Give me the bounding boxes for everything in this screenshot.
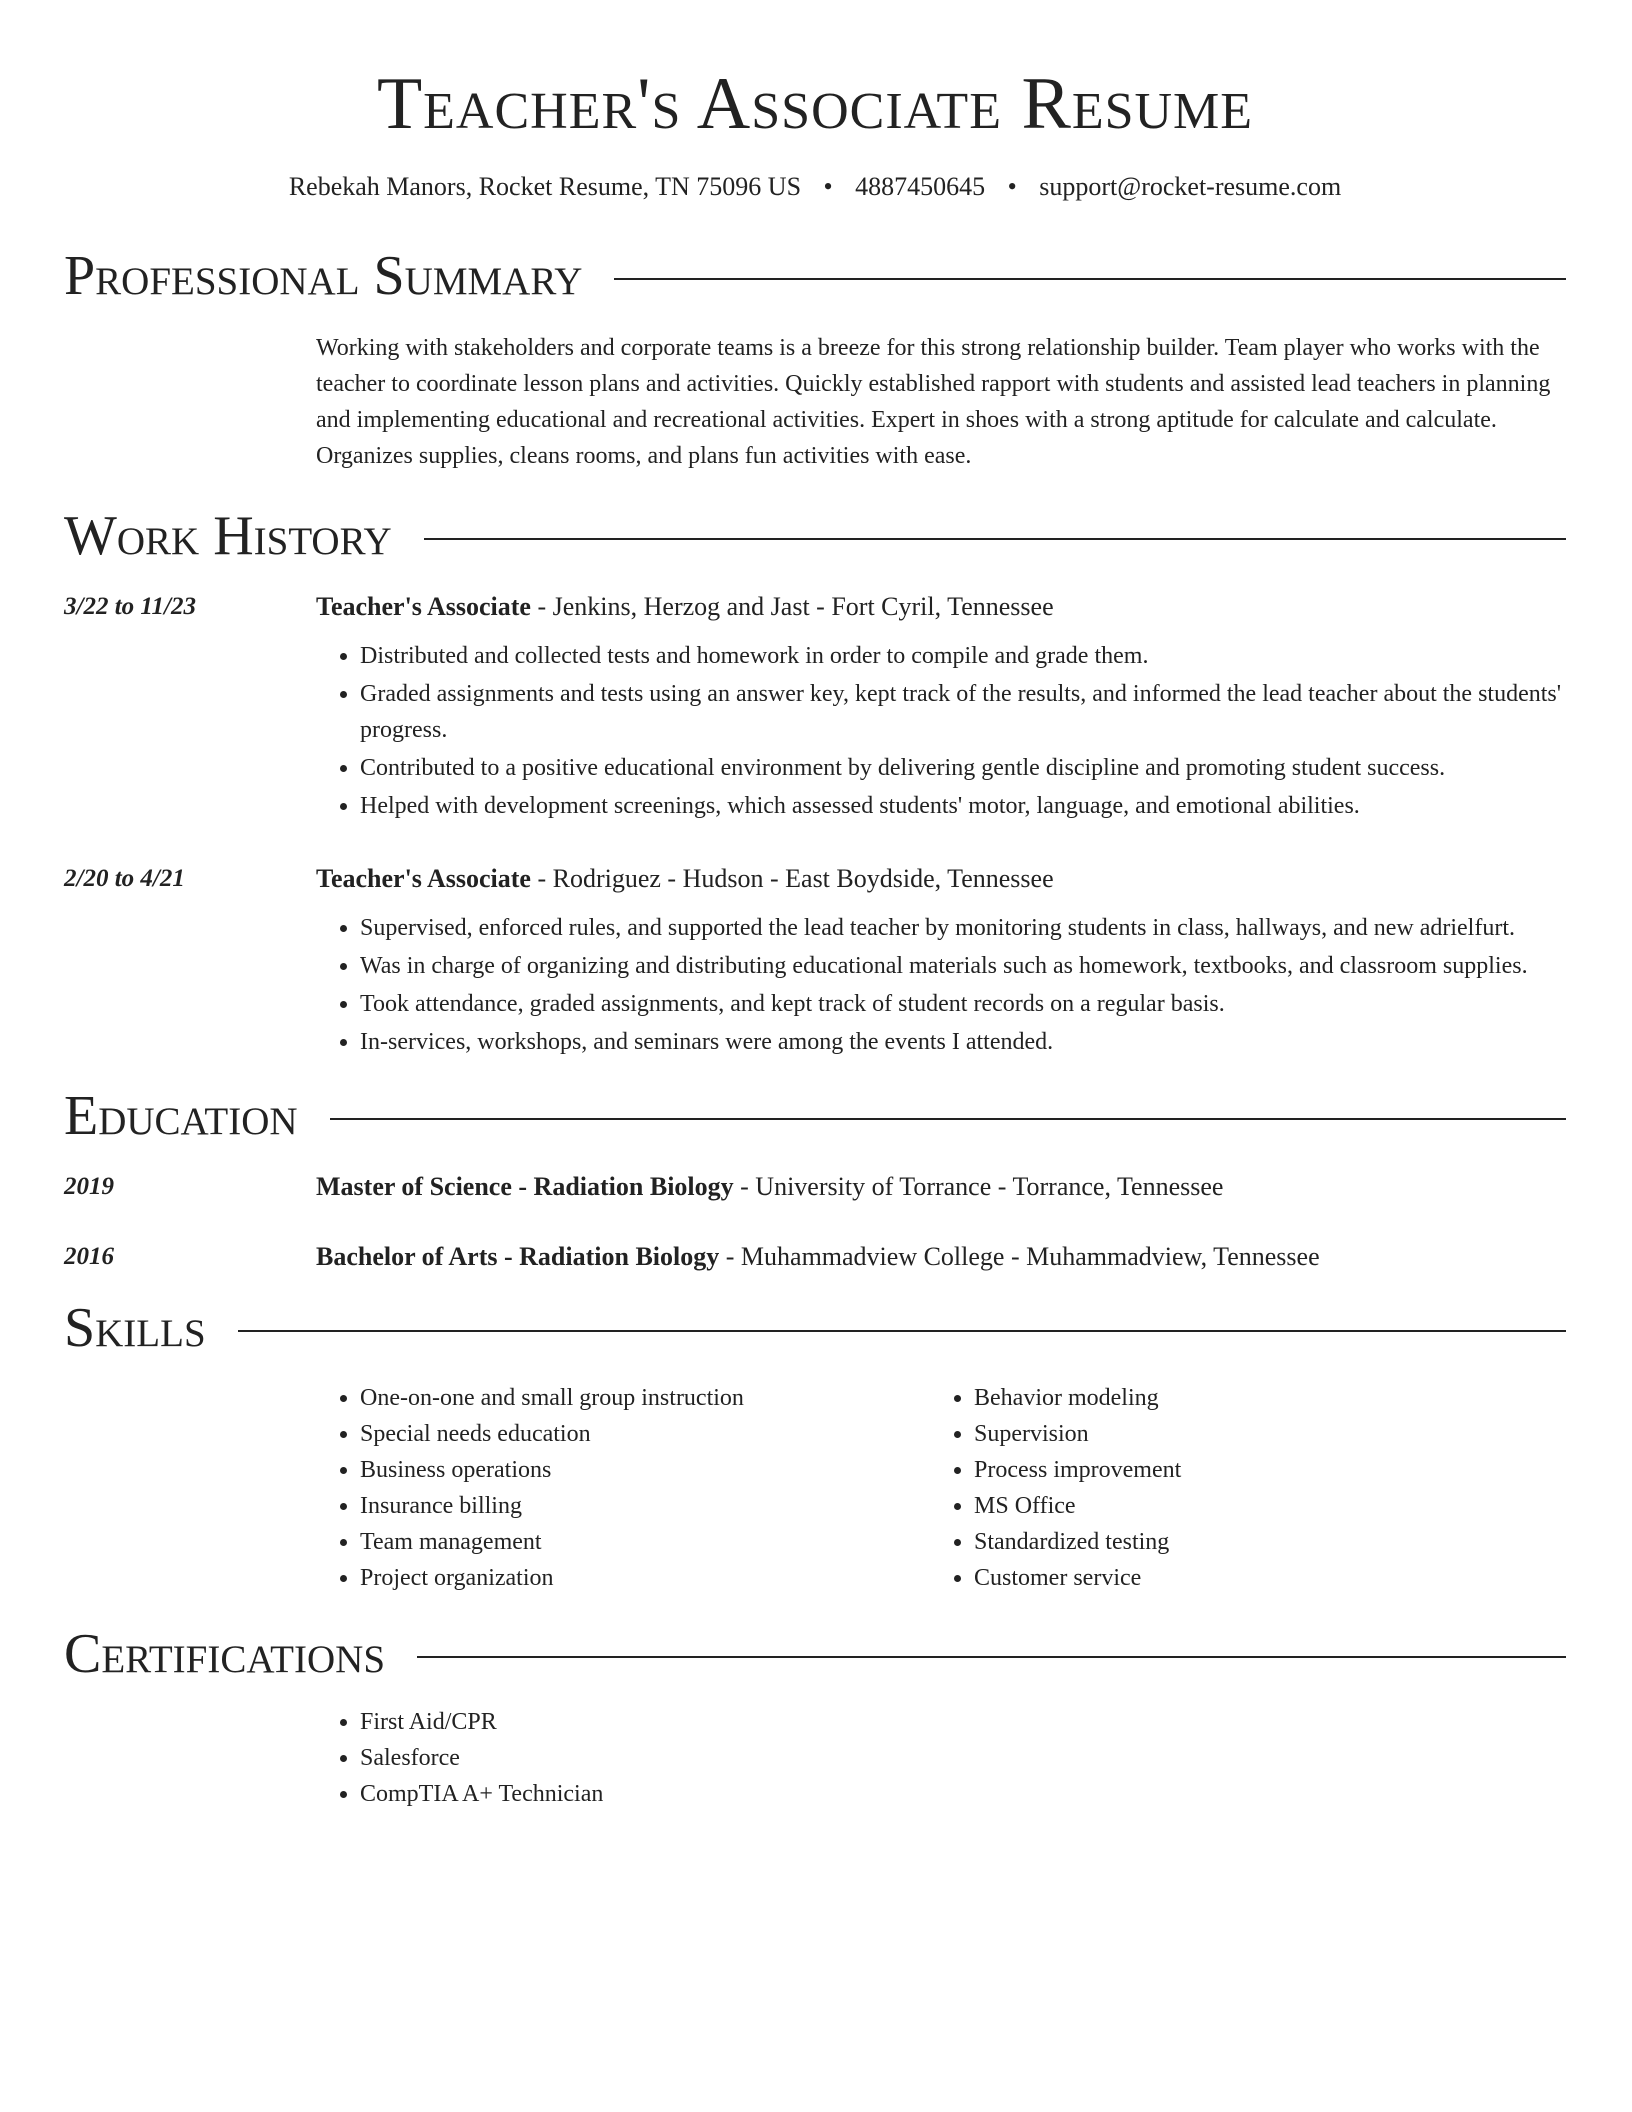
section-divider [330,1118,1566,1120]
skill-item: • Process improvement [974,1452,1544,1488]
contact-line [64,170,1566,204]
section-divider [614,278,1566,280]
work-section-header [64,504,1566,568]
resume-title: Teacher's Associate Resume [376,63,1254,145]
education-details: - Muhammadview College - Muhammadview, Tennessee [719,1242,1320,1271]
skill-item: • Special needs education [360,1416,930,1452]
job-entry [64,862,1566,1062]
job-bullet: • Was in charge of organizing and distributing educational materials such as homework, textbooks, and classroom supplies. [360,948,1566,984]
work-heading: Work History [64,505,392,567]
certification-item: • CompTIA A+ Technician [360,1776,1566,1812]
job-title: Teacher's Associate [316,592,531,621]
skills-heading: Skills [64,1297,206,1359]
job-bullet: • Helped with development screenings, which assessed students' motor, language, and emotional abilities. [360,788,1566,824]
section-divider [417,1656,1566,1658]
contact-separator: • [823,172,833,201]
skill-item: • One-on-one and small group instruction [360,1380,930,1416]
education-heading: Education [64,1085,298,1147]
skills-column-left [316,1380,930,1596]
education-entry [64,1240,1566,1274]
certifications-section-header [64,1622,1566,1686]
job-bullet: • Took attendance, graded assignments, and kept track of student records on a regular basis. [360,986,1566,1022]
education-details: - University of Torrance - Torrance, Tennessee [733,1172,1224,1201]
certification-item: • Salesforce [360,1740,1566,1776]
job-bullet: • Graded assignments and tests using an answer key, kept track of the results, and informed the lead teacher about the students' progress. [360,676,1566,748]
education-degree: Bachelor of Arts - Radiation Biology [316,1242,720,1271]
skill-item: • Supervision [974,1416,1544,1452]
contact-email: support@rocket-resume.com [1039,172,1342,201]
job-bullets [316,638,1566,824]
job-bullet: • In-services, workshops, and seminars were among the events I attended. [360,1024,1566,1060]
job-entry [64,590,1566,826]
education-degree: Master of Science - Radiation Biology [316,1172,734,1201]
section-divider [238,1330,1566,1332]
education-entry [64,1170,1566,1204]
certifications-list [316,1704,1566,1812]
contact-separator: • [1007,172,1017,201]
skill-item: • Project organization [360,1560,930,1596]
job-bullet: • Contributed to a positive educational environment by delivering gentle discipline and promoting student success. [360,750,1566,786]
summary-text: Working with stakeholders and corporate teams is a breeze for this strong relationship builder. Team player who works with the teacher to coordinate lesson plans and activities. Quickly established rapport with students and assisted lead teachers in planning and implementing educational and recreational activities. Expert in shoes with a strong aptitude for calculate and calculate. Organizes supplies, cleans rooms, and plans fun activities with ease. [316,335,1551,469]
skill-item: • Customer service [974,1560,1544,1596]
job-heading [316,862,1566,896]
job-details: - Rodriguez - Hudson - East Boydside, Tennessee [530,864,1054,893]
job-dates: 2/20 to 4/21 [64,865,185,892]
skill-item: • Insurance billing [360,1488,930,1524]
skills-list [316,1380,1566,1596]
job-bullet: • Supervised, enforced rules, and supported the lead teacher by monitoring students in class, hallways, and new adrielfurt. [360,910,1566,946]
job-bullet: • Distributed and collected tests and homework in order to compile and grade them. [360,638,1566,674]
education-heading-line [316,1170,1566,1204]
skill-item: • Team management [360,1524,930,1560]
summary-section-header [64,244,1566,308]
education-year: 2016 [64,1243,114,1270]
job-details: - Jenkins, Herzog and Jast - Fort Cyril, Tennessee [530,592,1054,621]
job-body [316,590,1566,826]
education-heading-line [316,1240,1566,1274]
section-divider [424,538,1566,540]
skills-section-header [64,1296,1566,1360]
contact-phone: 4887450645 [855,172,986,201]
education-section-header [64,1084,1566,1148]
summary-heading: Professional Summary [64,245,583,307]
job-dates: 3/22 to 11/23 [64,593,196,620]
skill-item: • Behavior modeling [974,1380,1544,1416]
education-year: 2019 [64,1173,114,1200]
certifications-heading: Certifications [64,1623,386,1685]
certification-item: • First Aid/CPR [360,1704,1566,1740]
job-heading [316,590,1566,624]
certifications-bullets [316,1704,1566,1812]
skill-item: • Business operations [360,1452,930,1488]
contact-address: Rebekah Manors, Rocket Resume, TN 75096 US [288,172,802,201]
skills-column-right [930,1380,1544,1596]
skill-item: • Standardized testing [974,1524,1544,1560]
job-body [316,862,1566,1062]
skill-item: • MS Office [974,1488,1544,1524]
job-bullets [316,910,1566,1060]
job-title: Teacher's Associate [316,864,531,893]
